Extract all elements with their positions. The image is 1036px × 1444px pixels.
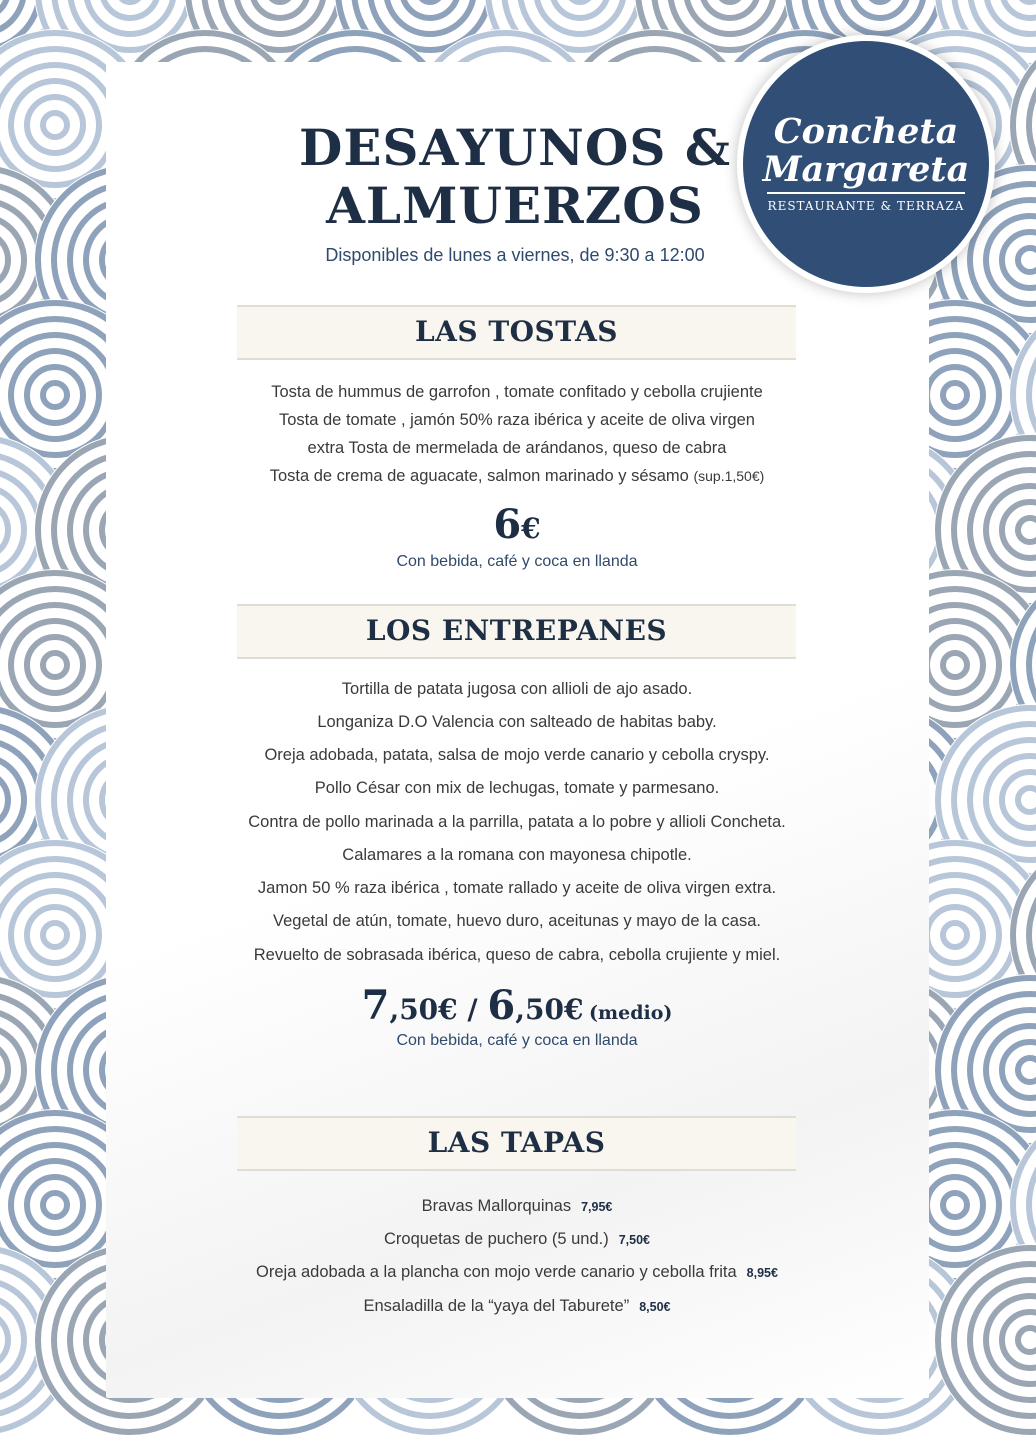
supplement-note: (sup.1,50€) [693, 468, 765, 484]
page-title-line1: DESAYUNOS & [298, 118, 732, 177]
menu-item: Tosta de tomate , jamón 50% raza ibérica y aceite de oliva virgen [278, 411, 755, 429]
price-tostas [200, 501, 834, 548]
price-half-dec: ,50€ [515, 993, 584, 1026]
tapa-name: Croquetas de puchero (5 und.) [383, 1230, 609, 1248]
menu-item: Jamon 50 % raza ibérica , tomate rallado y aceite de oliva virgen extra. [257, 879, 777, 897]
menu-item: Vegetal de atún, tomate, huevo duro, aceitunas y mayo de la casa. [273, 912, 761, 930]
page-subtitle: Disponibles de lunes a viernes, de 9:30 a 12:00 [325, 245, 705, 265]
section-header-tostas [237, 305, 796, 360]
price-full-dec: ,50€ [389, 993, 458, 1026]
menu-item [200, 467, 834, 486]
menu-item: Revuelto de sobrasada ibérica, queso de cabra, cebolla crujiente y miel. [253, 946, 781, 964]
tapa-item [200, 1263, 834, 1282]
section-title-tapas: LAS TAPAS [427, 1126, 606, 1159]
menu-item: Contra de pollo marinada a la parrilla, patata a lo pobre y allioli Concheta. [248, 813, 786, 831]
tapa-name: Bravas Mallorquinas [421, 1197, 572, 1215]
menu-item: extra Tosta de mermelada de arándanos, queso de cabra [307, 439, 727, 457]
price-entrepanes [200, 982, 834, 1029]
tapa-item [200, 1197, 834, 1216]
menu-item: Longaniza D.O Valencia con salteado de habitas baby. [317, 713, 717, 731]
tapa-price: 8,95€ [746, 1266, 778, 1280]
page-title-line2: ALMUERZOS [326, 176, 704, 235]
price-currency: € [521, 512, 541, 545]
menu-item: Calamares a la romana con mayonesa chipotle. [342, 846, 692, 864]
section-header-tapas [237, 1116, 796, 1171]
tapa-item [200, 1297, 834, 1316]
price-half-note: (medio) [589, 1002, 673, 1024]
price-value: 6 [493, 501, 522, 548]
section-header-entrepanes [237, 604, 796, 659]
tapa-price: 7,95€ [581, 1200, 613, 1214]
menu-item: Pollo César con mix de lechugas, tomate y parmesano. [314, 779, 720, 797]
tapa-price: 8,50€ [639, 1300, 671, 1314]
price-half-int: 6 [487, 982, 516, 1029]
menu-item: Oreja adobada, patata, salsa de mojo verde canario y cebolla cryspy. [264, 746, 770, 764]
logo-name-line2: Margareta [762, 149, 970, 190]
tapa-price: 7,50€ [618, 1233, 650, 1247]
logo-tagline: RESTAURANTE & TERRAZA [767, 199, 965, 213]
menu-item: Tortilla de patata jugosa con allioli de ajo asado. [341, 680, 693, 698]
menu-item-text: Tosta de crema de aguacate, salmon marinado y sésamo [269, 467, 689, 485]
section-title-entrepanes: LOS ENTREPANES [365, 614, 668, 647]
tapa-item [200, 1230, 834, 1249]
section-title-tostas: LAS TOSTAS [414, 315, 619, 348]
logo-divider [767, 192, 965, 194]
price-caption: Con bebida, café y coca en llanda [396, 1032, 638, 1049]
tapa-name: Ensaladilla de la “yaya del Taburete” [363, 1297, 630, 1315]
price-full-int: 7 [361, 982, 390, 1029]
price-separator: / [457, 993, 488, 1026]
logo-name-line1: Concheta [773, 111, 959, 152]
price-caption: Con bebida, café y coca en llanda [396, 553, 638, 570]
tapa-name: Oreja adobada a la plancha con mojo verde canario y cebolla frita [256, 1263, 737, 1281]
menu-item: Tosta de hummus de garrofon , tomate confitado y cebolla crujiente [271, 383, 763, 401]
